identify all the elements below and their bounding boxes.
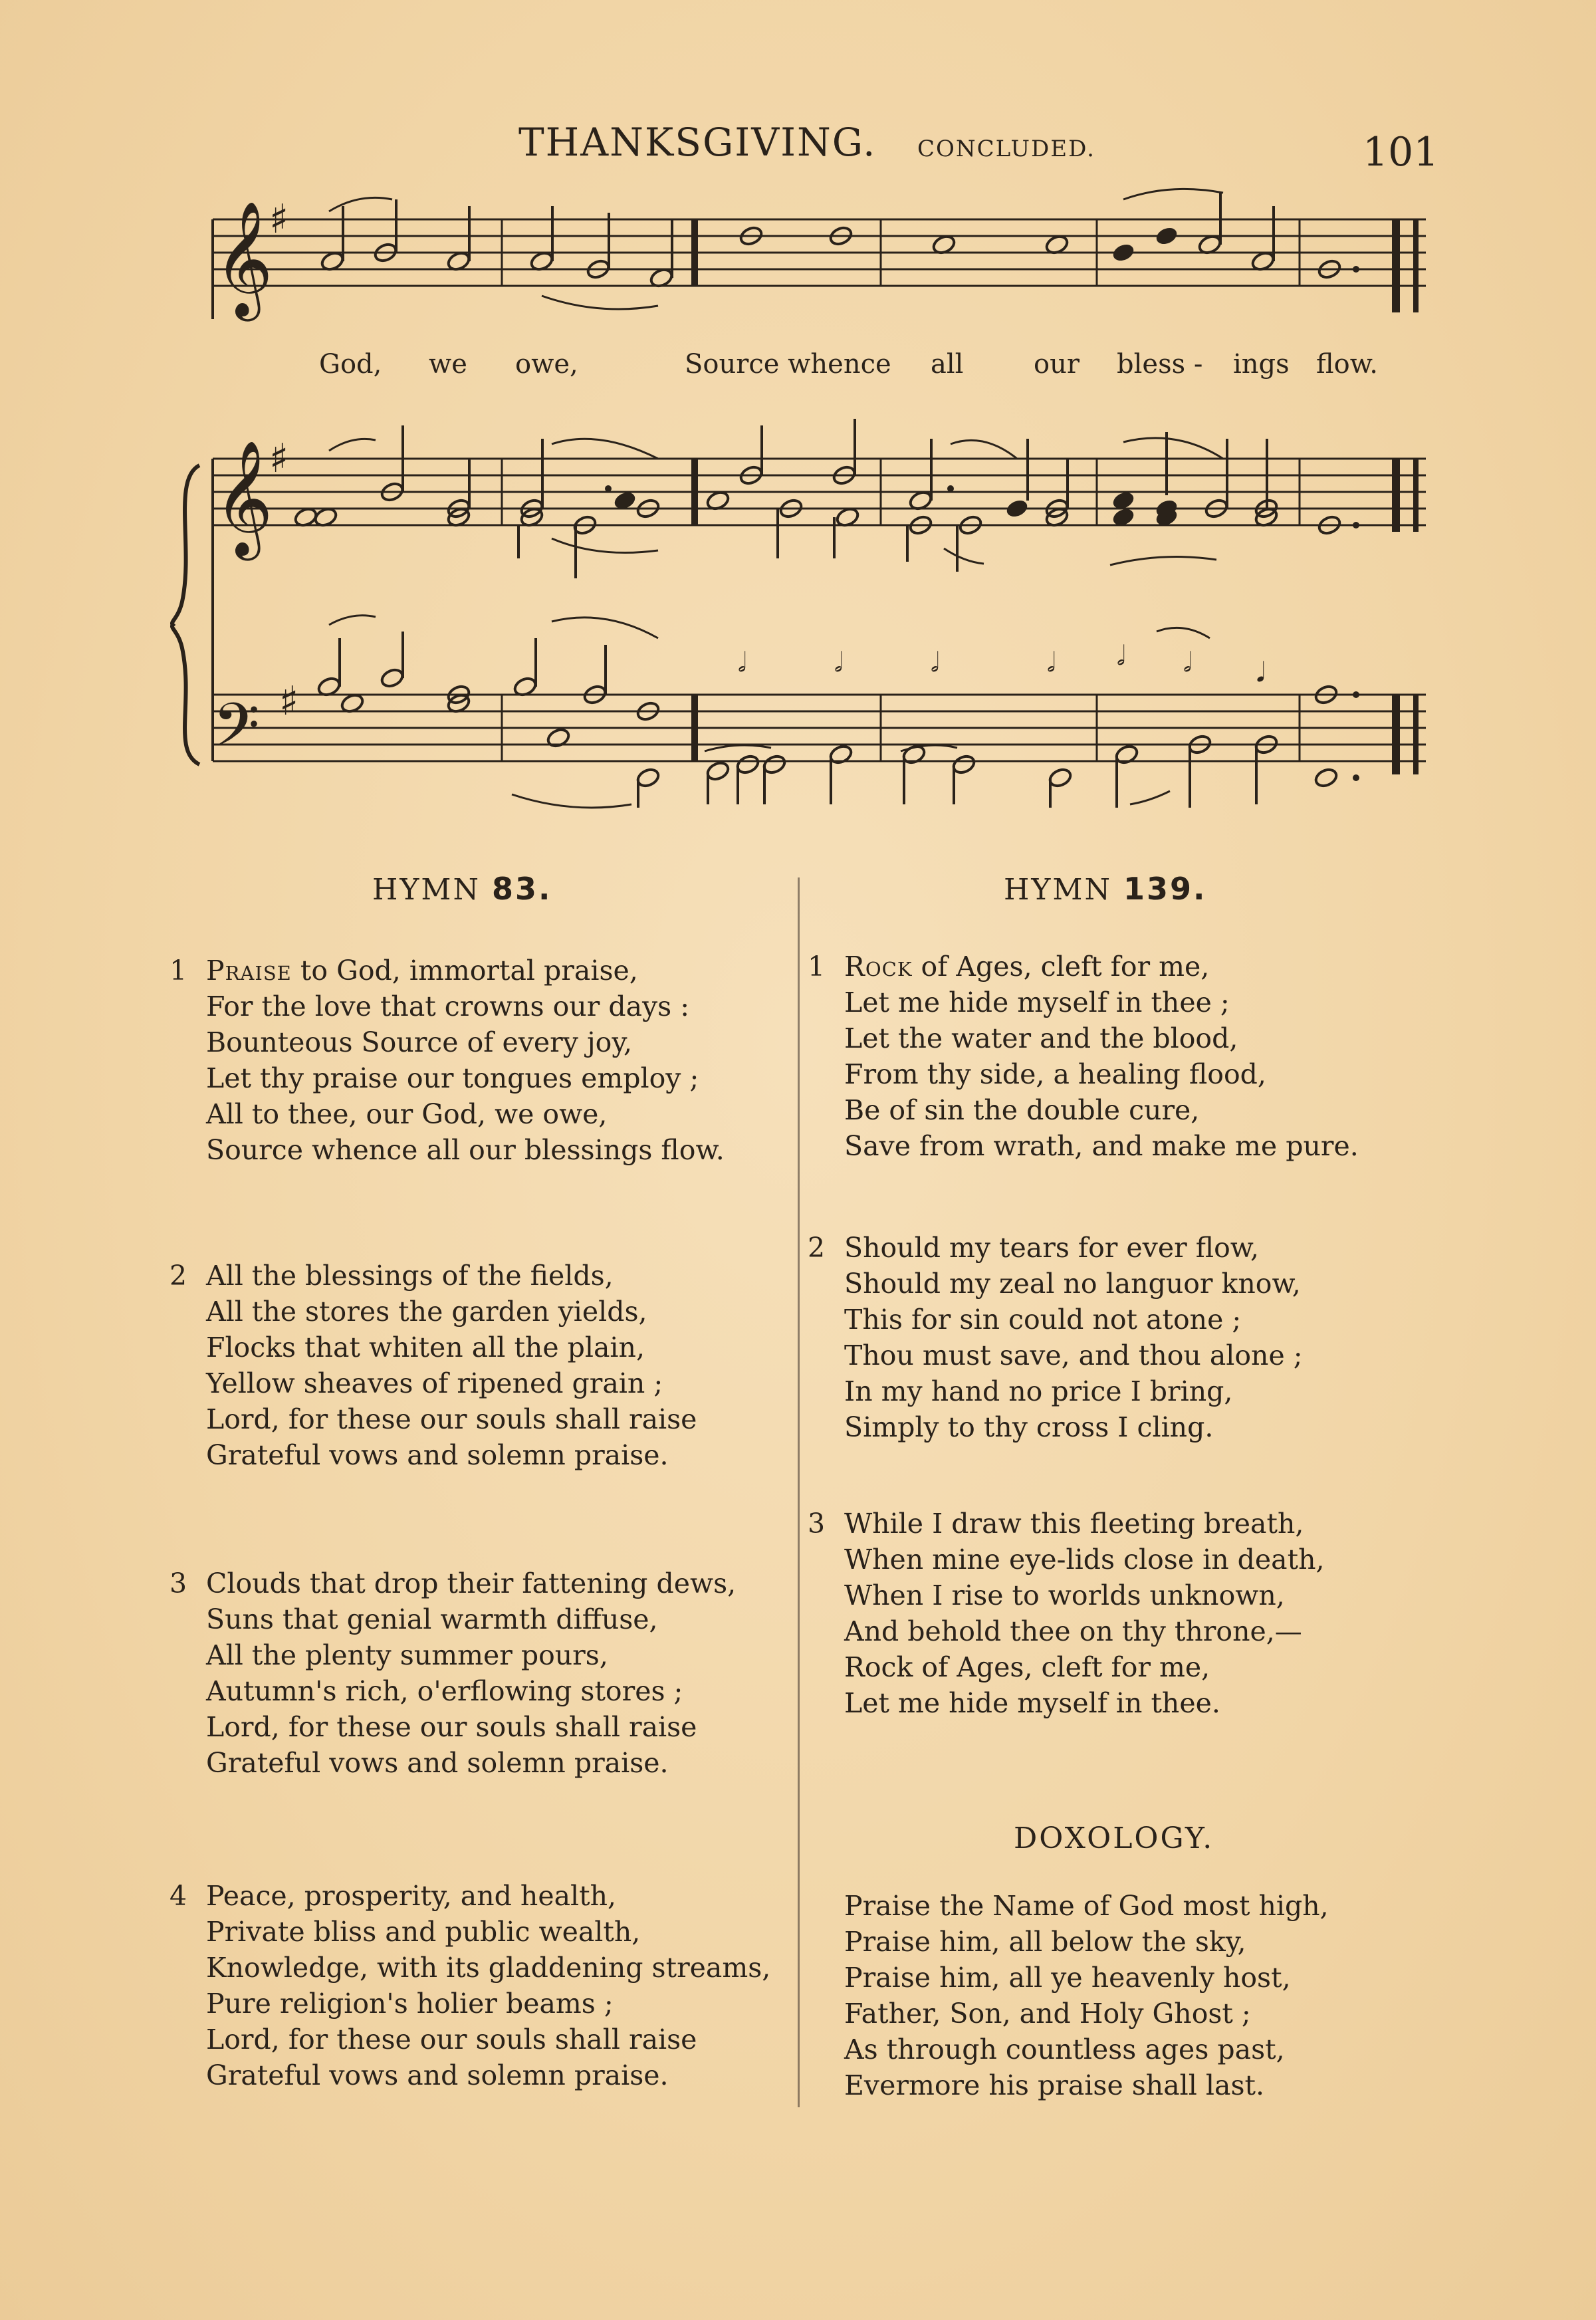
- verse-line: When mine eye-lids close in death,: [844, 1544, 1325, 1575]
- sharp-icon: ♯: [279, 678, 299, 725]
- verse-line: [206, 953, 725, 988]
- svg-text:𝅗𝅥: 𝅗𝅥: [834, 647, 843, 678]
- svg-text:𝅗𝅥: 𝅗𝅥: [1117, 641, 1125, 671]
- treble-clef-icon: 𝄞: [214, 440, 273, 556]
- melody-lyrics: [319, 349, 1449, 396]
- hymn-label: HYMN: [1004, 873, 1112, 907]
- svg-text:𝅗𝅥: 𝅗𝅥: [1047, 647, 1056, 678]
- verse-line: As through countless ages past,: [844, 2033, 1285, 2065]
- verse-line: Should my tears for ever flow,: [844, 1232, 1260, 1264]
- verse-line: Let me hide myself in thee ;: [844, 986, 1230, 1018]
- svg-text:𝅘𝅥: 𝅘𝅥: [1256, 657, 1265, 688]
- verse-line: [844, 949, 1359, 985]
- verse-line: Flocks that whiten all the plain,: [206, 1332, 645, 1363]
- page-title: THANKSGIVING.: [518, 120, 877, 165]
- doxology-verse: [844, 1888, 1329, 2103]
- verse-line: This for sin could not atone ;: [844, 1304, 1242, 1335]
- verse-line: Clouds that drop their fattening dews,: [206, 1567, 737, 1599]
- hymn-number: 83.: [491, 871, 552, 907]
- melody-staff: [213, 219, 1426, 319]
- verse-line: All the blessings of the fields,: [206, 1260, 614, 1292]
- verse-line: Source whence all our blessings flow.: [206, 1134, 725, 1166]
- verse-line: Private bliss and public wealth,: [206, 1916, 641, 1948]
- hymn-83-title: [372, 871, 552, 907]
- verse-line: Lord, for these our souls shall raise: [206, 2024, 697, 2055]
- verse-line: From thy side, a healing flood,: [844, 1058, 1266, 1090]
- page-subtitle: CONCLUDED.: [917, 136, 1095, 162]
- lyric-syllable: bless -: [1117, 349, 1203, 380]
- verse-line: Father, Son, and Holy Ghost ;: [844, 1998, 1251, 2030]
- verse-line: When I rise to worlds unknown,: [844, 1579, 1285, 1611]
- verse-line: Grateful vows and solemn praise.: [206, 2059, 669, 2091]
- verse-line: For the love that crowns our days :: [206, 990, 690, 1022]
- bass-clef-icon: 𝄢: [213, 690, 260, 775]
- verse-number: 3: [170, 1567, 187, 1599]
- verse-line: Autumn's rich, o'erflowing stores ;: [206, 1675, 683, 1707]
- verse-number: 4: [170, 1880, 187, 1912]
- verse-line: Suns that genial warmth diffuse,: [206, 1603, 658, 1635]
- verse-line: Knowledge, with its gladdening streams,: [206, 1952, 771, 1984]
- column-divider: [798, 877, 800, 2107]
- verse-number: 1: [808, 951, 826, 983]
- lyric-syllable: flow.: [1316, 349, 1378, 380]
- verse-line: Let me hide myself in thee.: [844, 1687, 1220, 1719]
- verse-line: Rock of Ages, cleft for me,: [844, 1651, 1210, 1683]
- lyric-syllable: we: [429, 349, 467, 380]
- verse-line: Peace, prosperity, and health,: [206, 1880, 617, 1912]
- lyric-syllable: owe,: [515, 349, 578, 380]
- verse-line: Let the water and the blood,: [844, 1022, 1238, 1054]
- hymn-83-verse-4: [170, 1878, 771, 2093]
- hymn-139-verse-2: [808, 1230, 1303, 1445]
- verse-line: Be of sin the double cure,: [844, 1094, 1200, 1126]
- verse-number: 2: [808, 1232, 826, 1264]
- lyric-syllable: ings: [1233, 349, 1290, 380]
- sharp-icon: ♯: [269, 435, 289, 482]
- verse-line: Bounteous Source of every joy,: [206, 1026, 633, 1058]
- verse-number: 2: [170, 1260, 187, 1292]
- verse-line: All the stores the garden yields,: [206, 1296, 647, 1328]
- brace-icon: [172, 465, 199, 764]
- verse-line: Let thy praise our tongues employ ;: [206, 1062, 699, 1094]
- verse-line: Praise the Name of God most high,: [844, 1890, 1329, 1922]
- verse-number: 1: [170, 955, 187, 986]
- hymn-139-verse-1: [808, 949, 1359, 1164]
- treble-staff: [213, 459, 1426, 532]
- verse-line: Save from wrath, and make me pure.: [844, 1130, 1359, 1162]
- verse-line: Pure religion's holier beams ;: [206, 1988, 614, 2020]
- verse-line: Evermore his praise shall last.: [844, 2069, 1264, 2101]
- verse-line: All the plenty summer pours,: [206, 1639, 608, 1671]
- verse-number: 3: [808, 1508, 826, 1540]
- svg-text:𝅗𝅥: 𝅗𝅥: [1183, 647, 1192, 678]
- verse-line: Lord, for these our souls shall raise: [206, 1403, 697, 1435]
- hymn-number: 139.: [1123, 871, 1207, 907]
- verse-line: Praise him, all ye heavenly host,: [844, 1962, 1291, 1994]
- lyric-syllable: all: [931, 349, 964, 380]
- verse-line: Praise him, all below the sky,: [844, 1926, 1246, 1958]
- hymn-139-title: [1004, 871, 1206, 907]
- sharp-icon: ♯: [269, 196, 289, 243]
- page-number: 101: [1363, 129, 1439, 175]
- verse-first-word: Praise: [206, 955, 292, 986]
- hymn-139-verse-3: [808, 1506, 1325, 1721]
- music-score: [0, 0, 1596, 838]
- verse-line-rest: of Ages, cleft for me,: [912, 951, 1210, 983]
- lyric-syllable: our: [1034, 349, 1080, 380]
- doxology-title: DOXOLOGY.: [1014, 1821, 1214, 1855]
- verse-line: Should my zeal no languor know,: [844, 1268, 1301, 1300]
- verse-line: All to thee, our God, we owe,: [206, 1098, 608, 1130]
- bass-staff: [213, 459, 1426, 774]
- svg-text:𝅗𝅥: 𝅗𝅥: [931, 647, 939, 678]
- verse-line: Grateful vows and solemn praise.: [206, 1439, 669, 1471]
- hymn-83-verse-3: [170, 1566, 737, 1781]
- verse-first-word: Rock: [844, 951, 913, 983]
- svg-text:𝅗𝅥: 𝅗𝅥: [738, 647, 746, 678]
- verse-line: Lord, for these our souls shall raise: [206, 1711, 697, 1743]
- treble-clef-icon: 𝄞: [214, 201, 273, 316]
- hymn-label: HYMN: [372, 873, 481, 907]
- verse-line: Yellow sheaves of ripened grain ;: [206, 1367, 663, 1399]
- verse-line: In my hand no price I bring,: [844, 1375, 1233, 1407]
- hymn-83-verse-1: [170, 953, 725, 1168]
- verse-line-rest: to God, immortal praise,: [291, 955, 638, 986]
- verse-line: Grateful vows and solemn praise.: [206, 1747, 669, 1779]
- verse-line: And behold thee on thy throne,—: [844, 1615, 1302, 1647]
- verse-line: Simply to thy cross I cling.: [844, 1411, 1214, 1443]
- verse-line: While I draw this fleeting breath,: [844, 1508, 1304, 1540]
- verse-line: Thou must save, and thou alone ;: [844, 1339, 1303, 1371]
- lyric-syllable: Source whence: [685, 349, 891, 380]
- hymn-83-verse-2: [170, 1258, 697, 1473]
- lyric-syllable: God,: [319, 349, 382, 380]
